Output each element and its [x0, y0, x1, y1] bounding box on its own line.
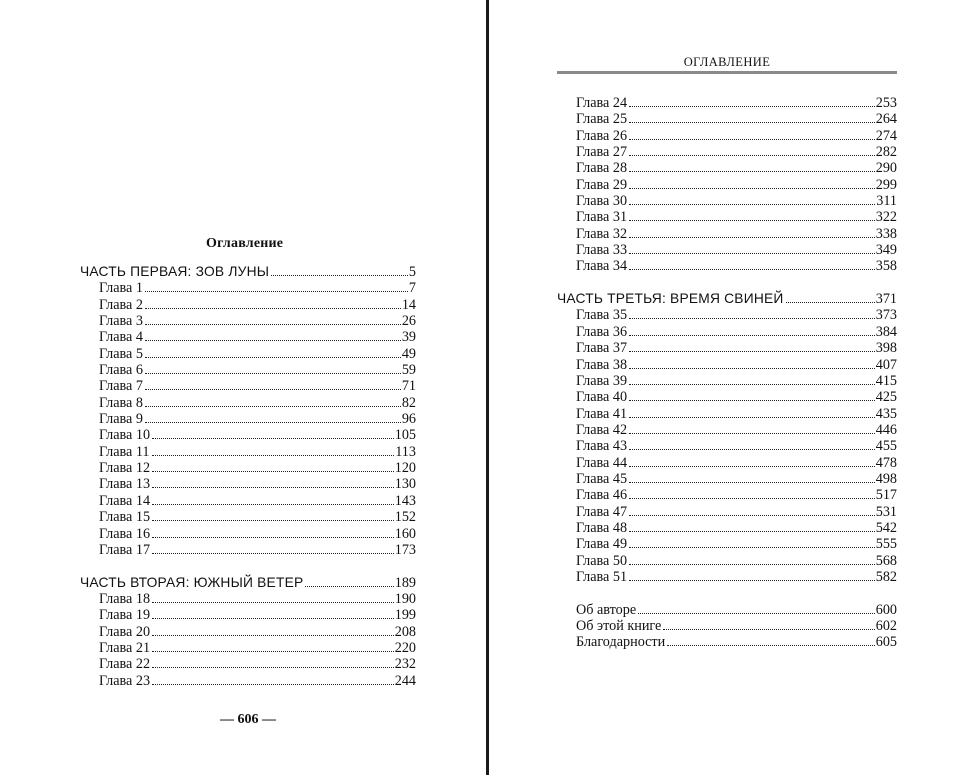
- toc-chapter-entry[interactable]: [80, 640, 416, 656]
- toc-title: Оглавление: [206, 236, 284, 251]
- toc-chapter-entry[interactable]: [557, 193, 897, 209]
- section-gap: [80, 558, 416, 574]
- toc-entry-label: Глава 33: [576, 242, 628, 259]
- dot-leader: [145, 373, 401, 374]
- dot-leader: [629, 531, 875, 532]
- toc-page-number: 384: [875, 323, 897, 340]
- toc-page-number: 143: [394, 492, 416, 509]
- toc-page-number: 311: [876, 193, 897, 210]
- toc-entry-label: Глава 51: [576, 568, 628, 585]
- toc-chapter-entry[interactable]: [557, 357, 897, 373]
- toc-chapter-entry[interactable]: [80, 624, 416, 640]
- toc-chapter-list: [557, 95, 897, 275]
- toc-page-number: 208: [394, 623, 416, 640]
- dot-leader: [667, 645, 874, 646]
- toc-entry-label: Глава 44: [576, 454, 628, 471]
- toc-page-number: 290: [875, 160, 897, 177]
- toc-chapter-entry[interactable]: [80, 444, 416, 460]
- dot-leader: [145, 291, 408, 292]
- toc-page-number: 253: [875, 95, 897, 111]
- dot-leader: [152, 553, 394, 554]
- toc-entry-label: Глава 43: [576, 438, 628, 455]
- dot-leader: [271, 275, 408, 276]
- toc-chapter-entry[interactable]: [557, 160, 897, 176]
- toc-entry-label: Глава 19: [99, 607, 151, 624]
- toc-page-number: 455: [875, 438, 897, 455]
- toc-chapter-entry[interactable]: [557, 144, 897, 160]
- toc-chapter-entry[interactable]: [80, 493, 416, 509]
- dot-leader: [152, 618, 394, 619]
- toc-entry-label: Глава 22: [99, 656, 151, 673]
- toc-page-number: 568: [875, 552, 897, 569]
- toc-chapter-entry[interactable]: [80, 607, 416, 623]
- toc-page-number: 582: [875, 568, 897, 585]
- left-page: [0, 0, 486, 775]
- toc-page-number: 478: [875, 454, 897, 471]
- toc-entry-label: Глава 17: [99, 541, 151, 558]
- toc-left-column: [80, 264, 416, 689]
- dot-leader: [629, 351, 875, 352]
- toc-page-number: 531: [875, 503, 897, 520]
- toc-entry-label: Глава 45: [576, 470, 628, 487]
- toc-entry-label: Глава 27: [576, 144, 628, 161]
- toc-entry-label: Глава 24: [576, 95, 628, 111]
- toc-page-number: 7: [408, 280, 416, 297]
- dot-leader: [638, 613, 875, 614]
- dot-leader: [152, 487, 394, 488]
- dot-leader: [629, 482, 875, 483]
- dot-leader: [629, 417, 875, 418]
- toc-entry-label: Благодарности: [576, 634, 666, 651]
- toc-chapter-entry[interactable]: [557, 504, 897, 520]
- toc-entry-label: Об авторе: [576, 601, 637, 618]
- toc-chapter-entry[interactable]: [557, 226, 897, 242]
- toc-entry-label: Глава 4: [99, 329, 143, 346]
- dot-leader: [152, 684, 394, 685]
- toc-chapter-entry[interactable]: [80, 411, 416, 427]
- toc-chapter-entry[interactable]: [80, 526, 416, 542]
- toc-page-number: 517: [875, 487, 897, 504]
- toc-entry-label: Глава 31: [576, 209, 628, 226]
- toc-chapter-entry[interactable]: [80, 460, 416, 476]
- toc-page-number: 189: [394, 574, 416, 591]
- toc-part-entry[interactable]: [557, 291, 897, 307]
- toc-entry-label: Глава 48: [576, 519, 628, 536]
- toc-page-number: 71: [401, 378, 416, 395]
- dot-leader: [629, 433, 875, 434]
- toc-entry-label: Глава 42: [576, 421, 628, 438]
- toc-entry-label: Глава 12: [99, 460, 151, 477]
- toc-back-matter-entry[interactable]: [557, 634, 897, 650]
- dot-leader: [629, 220, 875, 221]
- toc-page-number: 190: [394, 590, 416, 607]
- toc-chapter-entry[interactable]: [557, 324, 897, 340]
- toc-chapter-entry[interactable]: [80, 313, 416, 329]
- dot-leader: [152, 537, 394, 538]
- dot-leader: [629, 466, 875, 467]
- running-head-rule: [557, 71, 897, 74]
- toc-entry-label: Глава 1: [99, 280, 143, 297]
- toc-part-label: ЧАСТЬ ТРЕТЬЯ: ВРЕМЯ СВИНЕЙ: [557, 291, 784, 307]
- toc-chapter-entry[interactable]: [557, 438, 897, 454]
- dot-leader: [629, 188, 875, 189]
- dot-leader: [145, 389, 401, 390]
- toc-chapter-entry[interactable]: [557, 373, 897, 389]
- toc-chapter-entry[interactable]: [557, 389, 897, 405]
- dot-leader: [145, 406, 401, 407]
- toc-entry-label: Глава 18: [99, 590, 151, 607]
- toc-page-number: 282: [875, 144, 897, 161]
- toc-part-label: ЧАСТЬ ВТОРАЯ: ЮЖНЫЙ ВЕТЕР: [80, 574, 304, 590]
- toc-part-entry[interactable]: [80, 264, 416, 280]
- toc-chapter-entry[interactable]: [557, 471, 897, 487]
- toc-entry-label: Глава 3: [99, 313, 143, 330]
- toc-page-number: 498: [875, 470, 897, 487]
- toc-chapter-entry[interactable]: [557, 111, 897, 127]
- dot-leader: [145, 340, 401, 341]
- toc-chapter-entry[interactable]: [557, 569, 897, 585]
- dot-leader: [145, 422, 401, 423]
- toc-page-number: 600: [875, 601, 897, 618]
- toc-right-column: [557, 95, 897, 651]
- toc-page-number: 338: [875, 225, 897, 242]
- toc-chapter-entry[interactable]: [557, 95, 897, 111]
- dot-leader: [629, 400, 875, 401]
- toc-back-matter-entry[interactable]: [557, 618, 897, 634]
- toc-chapter-list: [80, 591, 416, 689]
- toc-chapter-entry[interactable]: [80, 591, 416, 607]
- page-folio: — 606 —: [220, 712, 276, 727]
- dot-leader: [629, 335, 875, 336]
- toc-chapter-entry[interactable]: [80, 280, 416, 296]
- toc-chapter-entry[interactable]: [80, 542, 416, 558]
- toc-page-number: 602: [875, 618, 897, 634]
- toc-entry-label: Глава 32: [576, 225, 628, 242]
- toc-page-number: 555: [875, 536, 897, 553]
- dot-leader: [152, 602, 394, 603]
- toc-page-number: 446: [875, 421, 897, 438]
- toc-entry-label: Глава 2: [99, 296, 143, 313]
- toc-page-number: 349: [875, 242, 897, 259]
- toc-entry-label: Глава 26: [576, 127, 628, 144]
- toc-chapter-entry[interactable]: [80, 673, 416, 689]
- toc-entry-label: Глава 25: [576, 111, 628, 128]
- toc-page-number: 120: [394, 460, 416, 477]
- toc-back-matter-list: [557, 602, 897, 651]
- toc-chapter-entry[interactable]: [80, 362, 416, 378]
- dot-leader: [629, 547, 875, 548]
- dot-leader: [629, 237, 875, 238]
- toc-chapter-entry[interactable]: [80, 297, 416, 313]
- toc-page-number: 160: [394, 525, 416, 542]
- toc-page-number: 605: [875, 634, 897, 651]
- dot-leader: [145, 308, 401, 309]
- toc-page-number: 322: [875, 209, 897, 226]
- toc-entry-label: Глава 41: [576, 405, 628, 422]
- dot-leader: [629, 204, 875, 205]
- dot-leader: [629, 171, 875, 172]
- toc-entry-label: Глава 35: [576, 307, 628, 324]
- toc-entry-label: Глава 39: [576, 372, 628, 389]
- toc-entry-label: Глава 21: [99, 639, 151, 656]
- toc-chapter-entry[interactable]: [557, 422, 897, 438]
- toc-page-number: 398: [875, 340, 897, 357]
- toc-chapter-entry[interactable]: [80, 656, 416, 672]
- toc-entry-label: Глава 6: [99, 362, 143, 379]
- toc-part-entry[interactable]: [80, 575, 416, 591]
- toc-chapter-entry[interactable]: [557, 406, 897, 422]
- toc-chapter-entry[interactable]: [80, 346, 416, 362]
- dot-leader: [629, 368, 875, 369]
- dot-leader: [152, 667, 394, 668]
- toc-entry-label: Глава 36: [576, 323, 628, 340]
- running-head: ОГЛАВЛЕНИЕ: [683, 55, 771, 69]
- dot-leader: [663, 629, 874, 630]
- toc-chapter-entry[interactable]: [80, 378, 416, 394]
- section-gap: [557, 275, 897, 291]
- toc-entry-label: Глава 16: [99, 525, 151, 542]
- toc-entry-label: Глава 47: [576, 503, 628, 520]
- dot-leader: [629, 515, 875, 516]
- toc-chapter-entry[interactable]: [557, 536, 897, 552]
- toc-page-number: 5: [408, 264, 416, 280]
- toc-page-number: 49: [401, 345, 416, 362]
- toc-chapter-entry[interactable]: [557, 520, 897, 536]
- toc-page-number: 274: [875, 127, 897, 144]
- toc-chapter-list: [557, 307, 897, 585]
- toc-page-number: 39: [401, 329, 416, 346]
- toc-page-number: 407: [875, 356, 897, 373]
- dot-leader: [629, 384, 875, 385]
- toc-page-number: 373: [875, 307, 897, 324]
- toc-page-number: 435: [875, 405, 897, 422]
- toc-page-number: 232: [394, 656, 416, 673]
- section-gap: [557, 585, 897, 601]
- toc-entry-label: Глава 15: [99, 509, 151, 526]
- toc-entry-label: Глава 20: [99, 623, 151, 640]
- dot-leader: [305, 586, 393, 587]
- toc-entry-label: Глава 34: [576, 258, 628, 275]
- toc-entry-label: Глава 13: [99, 476, 151, 493]
- dot-leader: [629, 449, 875, 450]
- toc-chapter-entry[interactable]: [80, 395, 416, 411]
- toc-entry-label: Глава 23: [99, 672, 151, 689]
- toc-entry-label: Глава 29: [576, 176, 628, 193]
- toc-chapter-entry[interactable]: [80, 329, 416, 345]
- toc-chapter-entry[interactable]: [557, 455, 897, 471]
- dot-leader: [152, 504, 394, 505]
- toc-chapter-entry[interactable]: [557, 258, 897, 274]
- toc-page-number: 82: [401, 394, 416, 411]
- dot-leader: [629, 498, 875, 499]
- dot-leader: [629, 269, 875, 270]
- toc-page-number: 59: [401, 362, 416, 379]
- toc-entry-label: Глава 14: [99, 492, 151, 509]
- dot-leader: [152, 635, 394, 636]
- toc-chapter-entry[interactable]: [80, 509, 416, 525]
- toc-page-number: 26: [401, 313, 416, 330]
- toc-chapter-entry[interactable]: [557, 242, 897, 258]
- toc-page-number: 244: [394, 672, 416, 689]
- toc-chapter-entry[interactable]: [557, 307, 897, 323]
- dot-leader: [629, 253, 875, 254]
- toc-chapter-entry[interactable]: [557, 340, 897, 356]
- toc-page-number: 264: [875, 111, 897, 128]
- dot-leader: [629, 155, 875, 156]
- toc-part-label: ЧАСТЬ ПЕРВАЯ: ЗОВ ЛУНЫ: [80, 264, 270, 279]
- toc-entry-label: Глава 7: [99, 378, 143, 395]
- toc-chapter-entry[interactable]: [557, 487, 897, 503]
- toc-chapter-entry[interactable]: [557, 553, 897, 569]
- toc-page-number: 542: [875, 519, 897, 536]
- dot-leader: [629, 139, 875, 140]
- toc-entry-label: Глава 5: [99, 345, 143, 362]
- dot-leader: [152, 438, 394, 439]
- toc-chapter-entry[interactable]: [557, 209, 897, 225]
- toc-page-number: 173: [394, 541, 416, 558]
- dot-leader: [629, 564, 875, 565]
- dot-leader: [629, 106, 875, 107]
- toc-entry-label: Глава 37: [576, 340, 628, 357]
- toc-page-number: 152: [394, 509, 416, 526]
- toc-back-matter-entry[interactable]: [557, 602, 897, 618]
- toc-entry-label: Глава 9: [99, 411, 143, 428]
- dot-leader: [145, 324, 401, 325]
- toc-entry-label: Глава 10: [99, 427, 151, 444]
- toc-page-number: 130: [394, 476, 416, 493]
- toc-page-number: 415: [875, 372, 897, 389]
- toc-chapter-entry[interactable]: [80, 476, 416, 492]
- toc-entry-label: Глава 38: [576, 356, 628, 373]
- toc-page-number: 199: [394, 607, 416, 624]
- toc-page-number: 220: [394, 639, 416, 656]
- toc-entry-label: Глава 49: [576, 536, 628, 553]
- toc-page-number: 299: [875, 176, 897, 193]
- toc-chapter-list: [80, 280, 416, 558]
- toc-entry-label: Глава 40: [576, 389, 628, 406]
- dot-leader: [629, 318, 875, 319]
- toc-page-number: 14: [401, 296, 416, 313]
- toc-entry-label: Глава 11: [99, 443, 150, 460]
- toc-entry-label: Глава 46: [576, 487, 628, 504]
- right-page: [489, 0, 978, 775]
- toc-chapter-entry[interactable]: [80, 427, 416, 443]
- dot-leader: [152, 471, 394, 472]
- dot-leader: [152, 651, 394, 652]
- dot-leader: [145, 357, 401, 358]
- toc-page-number: 105: [394, 427, 416, 444]
- toc-page-number: 96: [401, 411, 416, 428]
- dot-leader: [629, 122, 875, 123]
- toc-entry-label: Глава 28: [576, 160, 628, 177]
- toc-entry-label: Об этой книге: [576, 618, 662, 634]
- toc-page-number: 425: [875, 389, 897, 406]
- dot-leader: [786, 302, 875, 303]
- toc-entry-label: Глава 30: [576, 193, 628, 210]
- toc-page-number: 358: [875, 258, 897, 275]
- toc-page-number: 371: [875, 291, 897, 308]
- dot-leader: [629, 580, 875, 581]
- dot-leader: [152, 520, 394, 521]
- toc-entry-label: Глава 8: [99, 394, 143, 411]
- dot-leader: [152, 455, 395, 456]
- toc-chapter-entry[interactable]: [557, 177, 897, 193]
- toc-page-number: 113: [395, 443, 416, 460]
- toc-chapter-entry[interactable]: [557, 128, 897, 144]
- toc-entry-label: Глава 50: [576, 552, 628, 569]
